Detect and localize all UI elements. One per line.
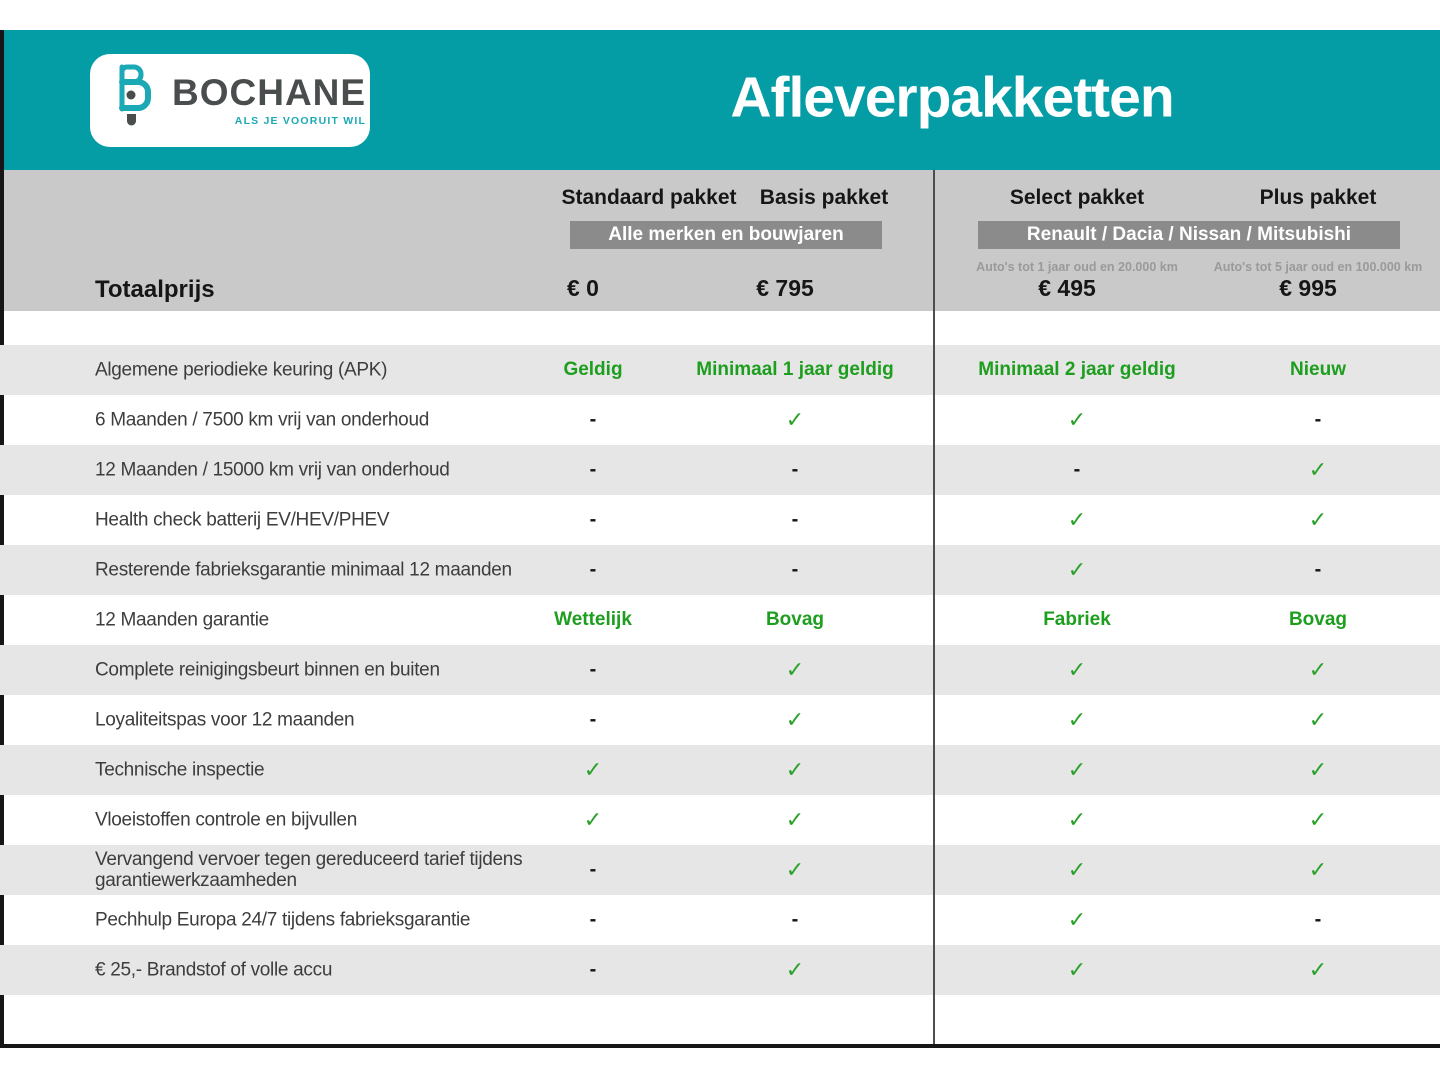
total-price-standaard: € 0: [567, 275, 599, 301]
row-feature-label: Vloeistoffen controle en bijvullen: [95, 809, 357, 831]
column-header-select-pakket: Select pakket: [1009, 186, 1145, 209]
brand-logo: [90, 54, 370, 147]
row-feature-label: Loyaliteitspas voor 12 maanden: [95, 709, 355, 731]
row-value-cell-basis: ✓: [785, 407, 805, 432]
row-value-cell-basis: ✓: [785, 957, 805, 982]
total-price-label: Totaalprijs: [95, 276, 215, 303]
row-value-cell-select: ✓: [1067, 757, 1087, 782]
header-row-gap: [0, 311, 1440, 345]
row-value-cell-plus: Bovag: [1288, 609, 1348, 630]
row-value-cell-select: ✓: [1067, 707, 1087, 732]
row-value-cell-select: Minimaal 2 jaar geldig: [978, 359, 1176, 380]
table-row: [0, 745, 1440, 795]
row-value-cell-plus: -: [1314, 408, 1322, 431]
package-comparison-board: [0, 30, 1440, 1048]
row-value-cell-select: Fabriek: [1043, 609, 1111, 630]
column-header-basis-pakket: Basis pakket: [759, 186, 889, 209]
brand-name: BOCHANE: [172, 72, 367, 113]
row-value-cell-select: ✓: [1067, 657, 1087, 682]
row-value-cell-standaard: -: [589, 958, 597, 981]
brand-logo-text: [172, 74, 366, 127]
row-feature-label: 12 Maanden garantie: [95, 609, 269, 631]
row-feature-label: € 25,- Brandstof of volle accu: [95, 959, 333, 981]
row-value-cell-plus: ✓: [1308, 507, 1328, 532]
row-value-cell-select: ✓: [1067, 957, 1087, 982]
row-value-cell-select: ✓: [1067, 507, 1087, 532]
row-feature-label: Algemene periodieke keuring (APK): [95, 359, 388, 381]
row-value-cell-standaard: -: [589, 508, 597, 531]
table-row: [0, 595, 1440, 645]
table-row: [0, 795, 1440, 845]
row-value-cell-select: ✓: [1067, 407, 1087, 432]
row-value-cell-select: ✓: [1067, 807, 1087, 832]
row-value-cell-basis: -: [791, 458, 799, 481]
header-banner: [0, 30, 1440, 170]
row-value-cell-basis: -: [791, 558, 799, 581]
row-feature-label: 6 Maanden / 7500 km vrij van onderhoud: [95, 409, 429, 431]
total-price-select: € 495: [1038, 275, 1096, 301]
total-price-plus: € 995: [1279, 275, 1337, 301]
row-value-cell-plus: ✓: [1308, 457, 1328, 482]
row-value-cell-basis: ✓: [785, 807, 805, 832]
row-value-cell-standaard: ✓: [583, 807, 603, 832]
row-value-cell-standaard: -: [589, 658, 597, 681]
table-row: [0, 395, 1440, 445]
column-group-divider: [933, 170, 935, 1044]
row-value-cell-basis: Minimaal 1 jaar geldig: [696, 359, 894, 380]
feature-rows: [0, 345, 1440, 995]
table-row: [0, 895, 1440, 945]
row-value-cell-basis: -: [791, 908, 799, 931]
row-value-cell-basis: ✓: [785, 707, 805, 732]
table-row: [0, 445, 1440, 495]
row-value-cell-plus: ✓: [1308, 757, 1328, 782]
row-value-cell-plus: ✓: [1308, 657, 1328, 682]
row-value-cell-standaard: -: [589, 908, 597, 931]
row-feature-label: Pechhulp Europa 24/7 tijdens fabrieksgarantie: [95, 909, 471, 931]
column-header-plus-pakket: Plus pakket: [1259, 186, 1377, 209]
row-value-cell-basis: -: [791, 508, 799, 531]
row-value-cell-basis: ✓: [785, 657, 805, 682]
total-price-basis: € 795: [756, 275, 814, 301]
row-value-cell-select: ✓: [1067, 557, 1087, 582]
row-value-cell-standaard: -: [589, 458, 597, 481]
row-value-cell-plus: ✓: [1308, 957, 1328, 982]
badge-brand-group: Renault / Dacia / Nissan / Mitsubishi: [978, 221, 1400, 249]
row-feature-label: Technische inspectie: [95, 759, 265, 781]
table-row: [0, 545, 1440, 595]
column-header-standaard-pakket: Standaard pakket: [561, 186, 737, 209]
row-feature-label: 12 Maanden / 15000 km vrij van onderhoud: [95, 459, 450, 481]
row-feature-label: Health check batterij EV/HEV/PHEV: [95, 509, 390, 531]
note-plus-pakket: Auto's tot 5 jaar oud en 100.000 km: [1213, 260, 1423, 274]
row-value-cell-basis: ✓: [785, 757, 805, 782]
row-value-cell-plus: -: [1314, 558, 1322, 581]
table-header: [0, 170, 1440, 311]
row-value-cell-select: -: [1073, 458, 1081, 481]
table-row: [0, 645, 1440, 695]
table-row: [0, 495, 1440, 545]
row-value-cell-select: ✓: [1067, 907, 1087, 932]
row-value-cell-plus: ✓: [1308, 857, 1328, 882]
row-value-cell-standaard: -: [589, 408, 597, 431]
badge-all-brands: Alle merken en bouwjaren: [570, 221, 882, 249]
row-value-cell-standaard: Wettelijk: [554, 609, 632, 630]
table-row: [0, 695, 1440, 745]
bochane-logo-icon: [114, 62, 160, 139]
row-value-cell-standaard: ✓: [583, 757, 603, 782]
row-value-cell-select: ✓: [1067, 857, 1087, 882]
row-value-cell-standaard: Geldig: [563, 359, 623, 380]
row-value-cell-plus: ✓: [1308, 807, 1328, 832]
row-value-cell-plus: Nieuw: [1290, 359, 1346, 380]
top-margin: [0, 0, 1440, 30]
row-value-cell-basis: Bovag: [765, 609, 825, 630]
row-value-cell-basis: ✓: [785, 857, 805, 882]
row-value-cell-standaard: -: [589, 708, 597, 731]
row-value-cell-standaard: -: [589, 858, 597, 881]
page-title: Afleverpakketten: [730, 65, 1174, 130]
table-row: [0, 945, 1440, 995]
table-row: [0, 845, 1440, 895]
brand-tagline: ALS JE VOORUIT WIL: [234, 115, 367, 127]
note-select-pakket: Auto's tot 1 jaar oud en 20.000 km: [976, 260, 1178, 274]
row-value-cell-standaard: -: [589, 558, 597, 581]
row-feature-label: Vervangend vervoer tegen gereduceerd tarief tijdens garantiewerkzaamheden: [95, 849, 523, 891]
row-feature-label: Complete reinigingsbeurt binnen en buiten: [95, 659, 440, 681]
table-row: [0, 345, 1440, 395]
row-feature-label: Resterende fabrieksgarantie minimaal 12 maanden: [95, 559, 512, 581]
row-value-cell-plus: -: [1314, 908, 1322, 931]
row-value-cell-plus: ✓: [1308, 707, 1328, 732]
